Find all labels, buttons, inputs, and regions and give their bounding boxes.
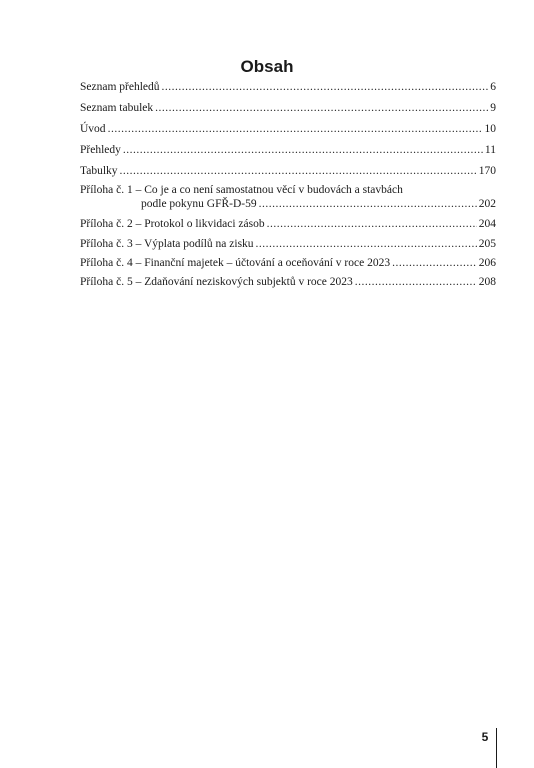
toc-entry-page: 205	[478, 238, 496, 250]
dot-leader	[162, 80, 489, 94]
toc-entry-page: 202	[478, 198, 496, 210]
dot-leader	[256, 237, 477, 251]
toc-entry-page: 170	[478, 165, 496, 177]
dot-leader	[155, 101, 488, 115]
toc-entry-label: Přehledy	[80, 144, 121, 156]
dot-leader	[259, 197, 477, 211]
toc-entry-priloha-1[interactable]	[80, 183, 496, 211]
dot-leader	[123, 143, 483, 157]
toc-entry-label: Příloha č. 2 – Protokol o likvidaci zásob	[80, 218, 265, 230]
toc-entry-prehledy[interactable]	[80, 143, 496, 157]
dot-leader	[355, 275, 477, 289]
toc-entry-page: 206	[478, 257, 496, 269]
toc-entry-page: 6	[490, 81, 496, 93]
toc-entry-page: 208	[478, 276, 496, 288]
toc-entry-priloha-3[interactable]	[80, 237, 496, 251]
dot-leader	[392, 256, 477, 270]
page-title: Obsah	[240, 57, 294, 76]
toc-entry-label: Tabulky	[80, 165, 118, 177]
toc-entry-tabulky[interactable]	[80, 164, 496, 178]
toc-entry-seznam-tabulek[interactable]	[80, 101, 496, 115]
page-number: 5	[481, 730, 489, 744]
toc-entry-page: 11	[484, 144, 496, 156]
toc-entry-seznam-prehledu[interactable]	[80, 80, 496, 94]
toc-entry-page: 10	[484, 123, 496, 135]
toc-entry-priloha-5[interactable]	[80, 275, 496, 289]
toc-entry-label: Úvod	[80, 123, 106, 135]
toc-entry-page: 9	[490, 102, 496, 114]
dot-leader	[120, 164, 477, 178]
dot-leader	[267, 217, 477, 231]
toc-entry-priloha-2[interactable]	[80, 217, 496, 231]
toc-entry-page: 204	[478, 218, 496, 230]
toc-entry-uvod[interactable]	[80, 122, 496, 136]
toc-entry-label: Seznam tabulek	[80, 102, 154, 114]
toc-entry-label-continued: podle pokynu GFŘ-D-59	[141, 198, 257, 210]
dot-leader	[108, 122, 483, 136]
toc-entry-label: Příloha č. 4 – Finanční majetek – účtování a oceňování v roce 2023	[80, 257, 391, 269]
toc-entry-label: Příloha č. 3 – Výplata podílů na zisku	[80, 238, 254, 250]
toc-entry-priloha-4[interactable]	[80, 256, 496, 270]
toc-entry-label: Příloha č. 1 – Co je a co není samostatnou věcí v budovách a stavbách	[80, 184, 403, 196]
toc-entry-label: Seznam přehledů	[80, 81, 160, 93]
toc-entry-label: Příloha č. 5 – Zdaňování neziskových subjektů v roce 2023	[80, 276, 353, 288]
page-number-rule	[496, 728, 497, 768]
